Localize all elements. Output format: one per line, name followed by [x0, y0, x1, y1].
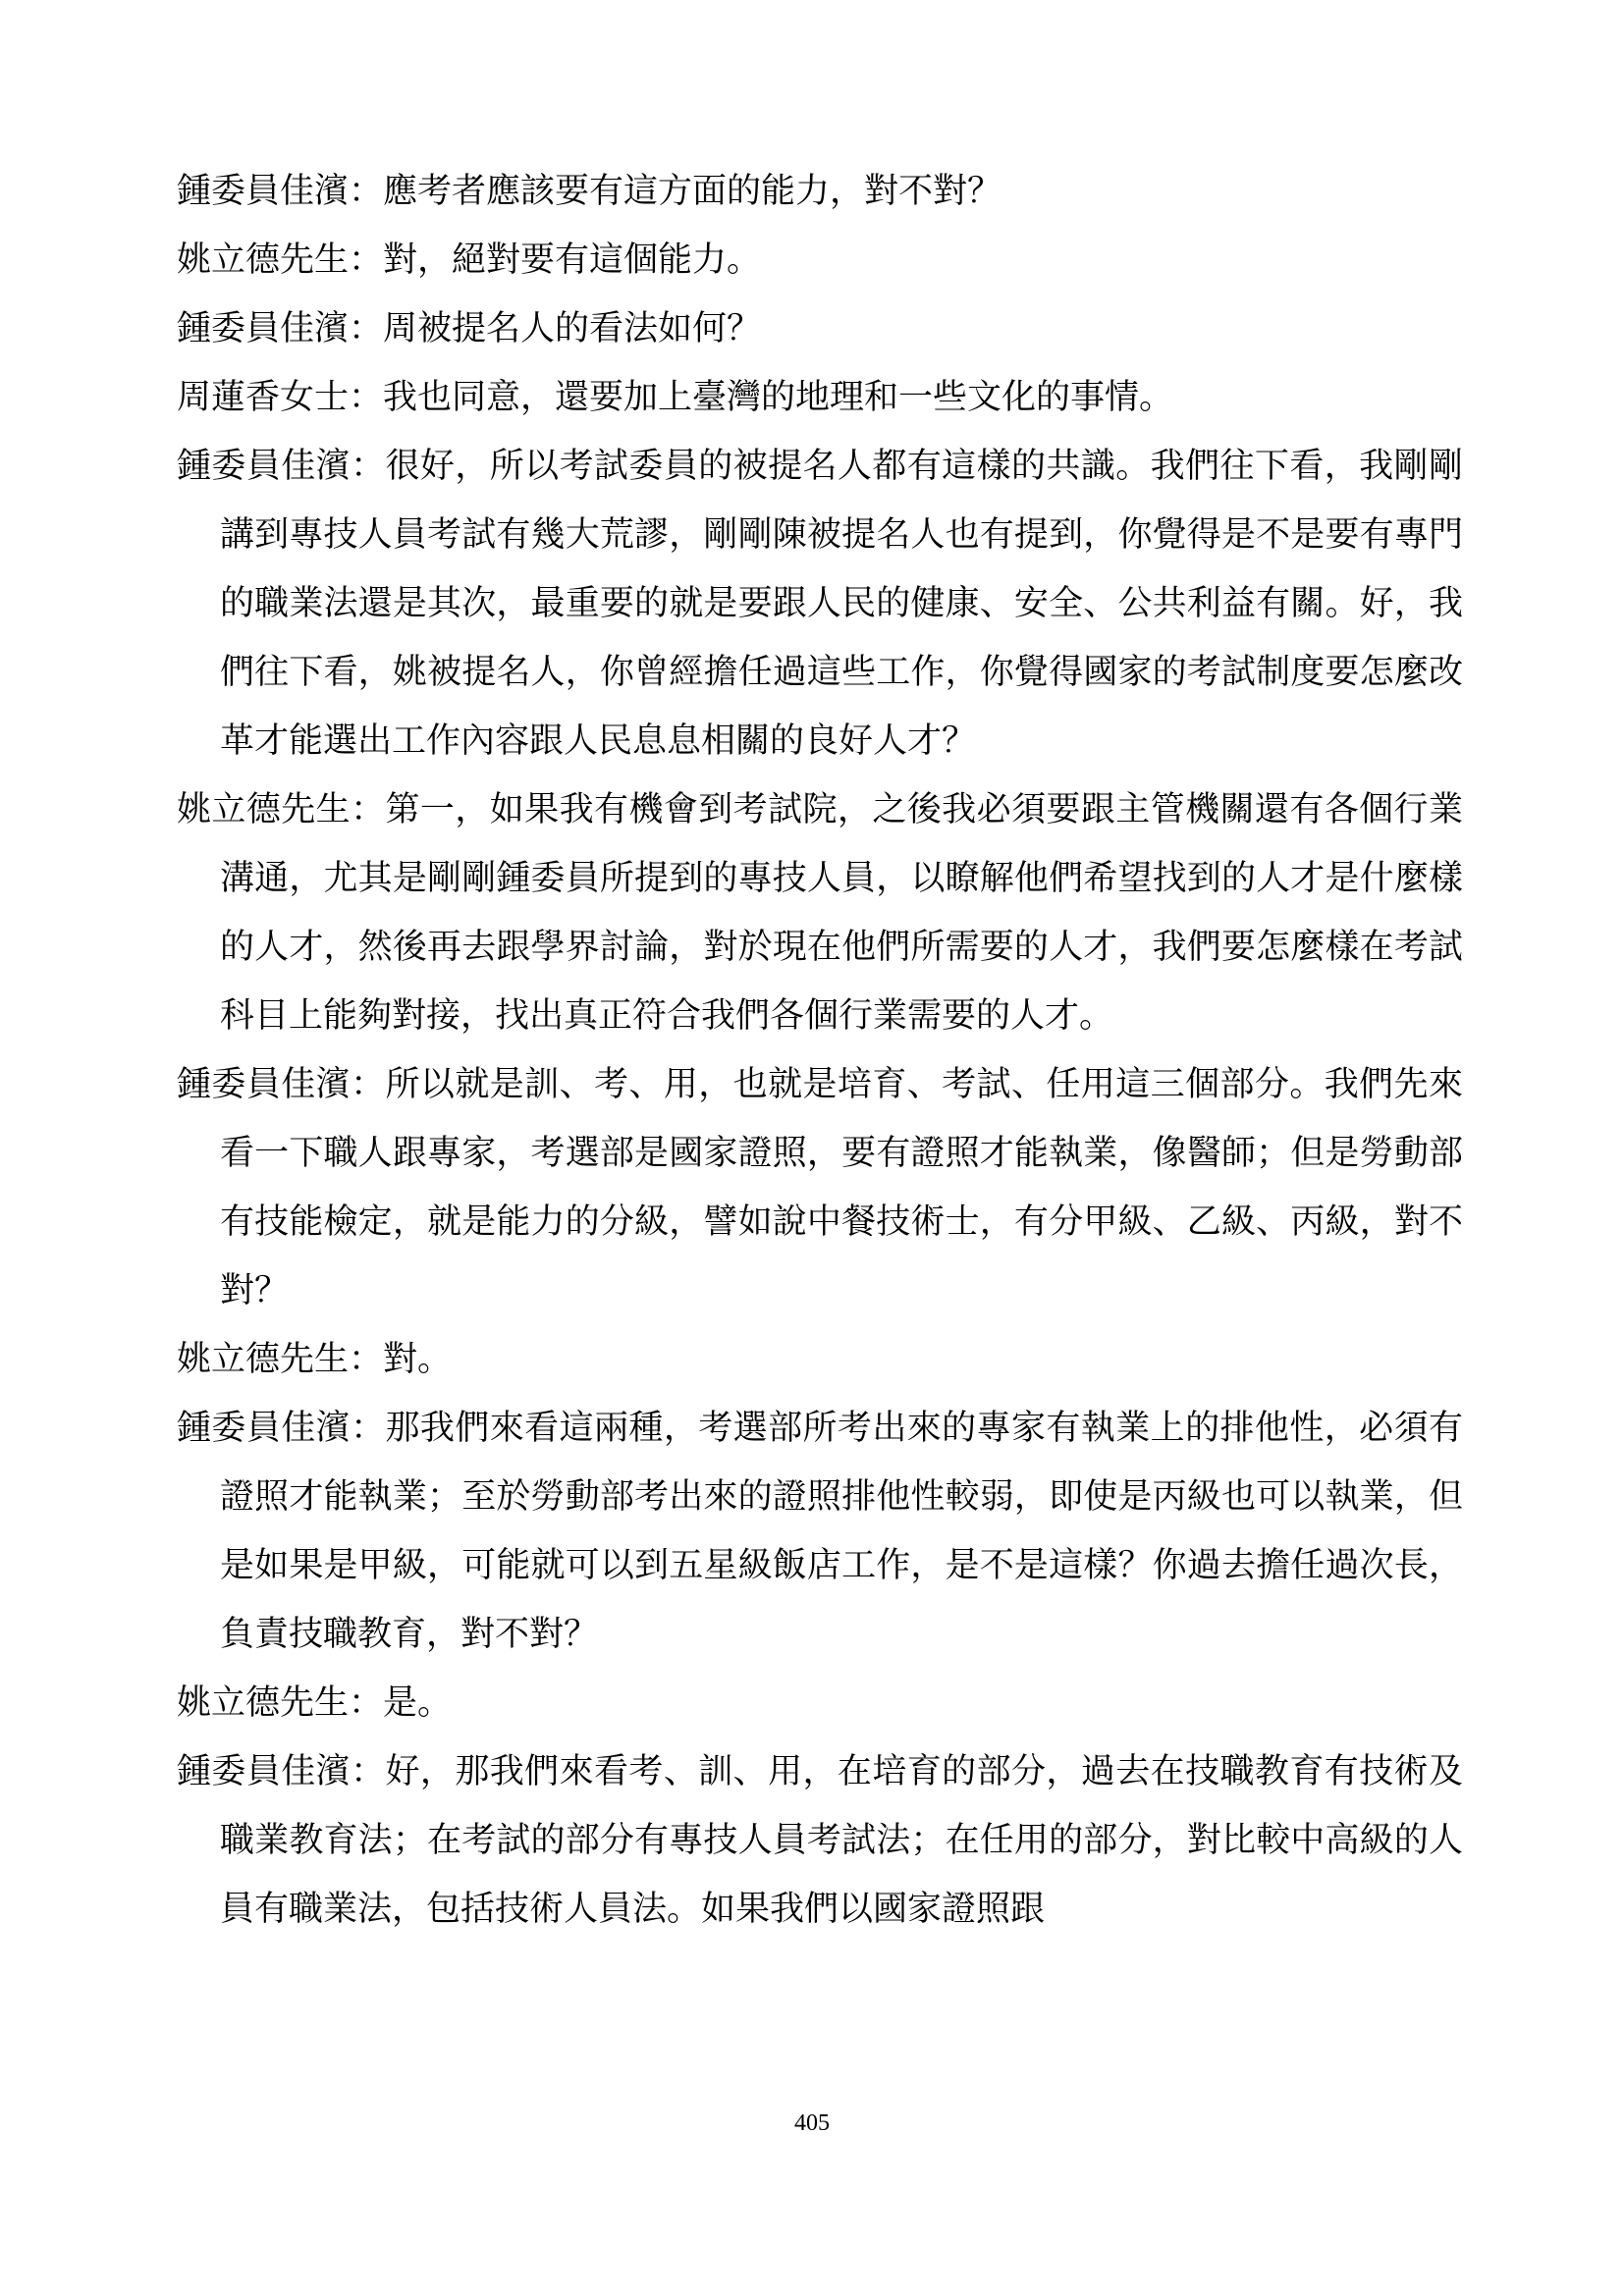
transcript-body: [177, 157, 1463, 1944]
speech-text: 對。: [383, 1340, 453, 1379]
speaker-name: 姚立德先生：: [177, 240, 384, 280]
speech-text: 是。: [383, 1683, 453, 1723]
speaker-name: 鍾委員佳濱：: [177, 1065, 386, 1104]
speaker-name: 姚立德先生：: [177, 790, 386, 829]
transcript-paragraph: [177, 363, 1463, 432]
speaker-name: 姚立德先生：: [177, 1340, 384, 1379]
transcript-paragraph: [177, 1050, 1463, 1325]
transcript-paragraph: [177, 1669, 1463, 1737]
speech-text: 好，那我們來看考、訓、用，在培育的部分，過去在技職教育有技術及職業教育法；在考試的部分有專技人員考試法；在任用的部分，對比較中高級的人員有職業法，包括技術人員法。如果我們以國家證照跟: [220, 1752, 1463, 1929]
transcript-paragraph: [177, 294, 1463, 363]
page-number: 405: [794, 2110, 830, 2136]
speech-text: 對，絕對要有這個能力。: [383, 240, 762, 280]
transcript-paragraph: [177, 432, 1463, 775]
transcript-paragraph: [177, 157, 1463, 226]
transcript-paragraph: [177, 226, 1463, 294]
speaker-name: 鍾委員佳濱：: [177, 172, 384, 211]
speech-text: 周被提名人的看法如何？: [383, 309, 762, 348]
speech-text: 應考者應該要有這方面的能力，對不對？: [383, 172, 1002, 211]
speaker-name: 鍾委員佳濱：: [177, 309, 384, 348]
speech-text: 那我們來看這兩種，考選部所考出來的專家有執業上的排他性，必須有證照才能執業；至於勞動部考出來的證照排他性較弱，即使是丙級也可以執業，但是如果是甲級，可能就可以到五星級飯店工作，是不是這樣？你過去擔任過次長，負責技職教育，對不對？: [220, 1409, 1463, 1654]
speaker-name: 鍾委員佳濱：: [177, 447, 386, 486]
speech-text: 第一，如果我有機會到考試院，之後我必須要跟主管機關還有各個行業溝通，尤其是剛剛鍾委員所提到的專技人員，以瞭解他們希望找到的人才是什麼樣的人才，然後再去跟學界討論，對於現在他們所需要的人才，我們要怎麼樣在考試科目上能夠對接，找出真正符合我們各個行業需要的人才。: [220, 790, 1463, 1036]
speech-text: 所以就是訓、考、用，也就是培育、考試、任用這三個部分。我們先來看一下職人跟專家，考選部是國家證照，要有證照才能執業，像醫師；但是勞動部有技能檢定，就是能力的分級，譬如說中餐技術士，有分甲級、乙級、丙級，對不對？: [220, 1065, 1463, 1310]
transcript-paragraph: [177, 1737, 1463, 1944]
speaker-name: 鍾委員佳濱：: [177, 1752, 386, 1791]
speech-text: 很好，所以考試委員的被提名人都有這樣的共識。我們往下看，我剛剛講到專技人員考試有幾大荒謬，剛剛陳被提名人也有提到，你覺得是不是要有專門的職業法還是其次，最重要的就是要跟人民的健康、安全、公共利益有關。好，我們往下看，姚被提名人，你曾經擔任過這些工作，你覺得國家的考試制度要怎麼改革才能選出工作內容跟人民息息相關的良好人才？: [220, 447, 1463, 761]
transcript-paragraph: [177, 1325, 1463, 1394]
speaker-name: 周蓮香女士：: [177, 378, 384, 417]
speaker-name: 鍾委員佳濱：: [177, 1409, 386, 1448]
transcript-paragraph: [177, 1394, 1463, 1669]
speaker-name: 姚立德先生：: [177, 1683, 384, 1723]
transcript-paragraph: [177, 775, 1463, 1050]
speech-text: 我也同意，還要加上臺灣的地理和一些文化的事情。: [383, 378, 1174, 417]
